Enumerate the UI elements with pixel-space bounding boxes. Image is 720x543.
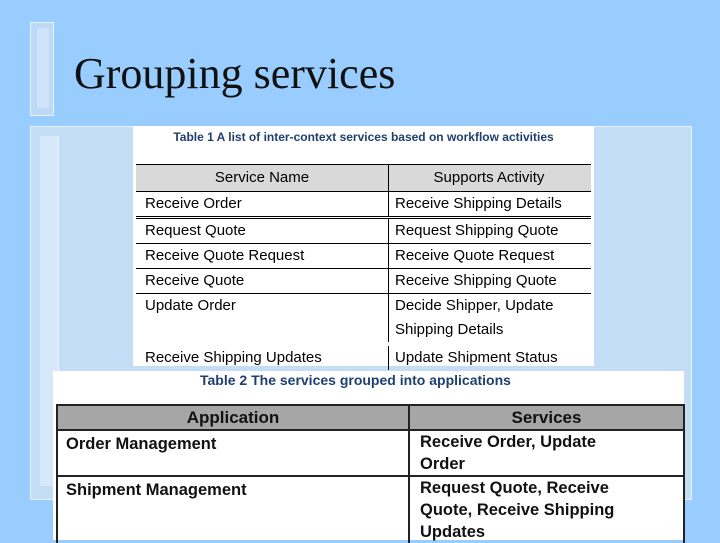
table1 [136, 164, 591, 370]
table2-cell-services [410, 477, 683, 543]
table2-header-services: Services [511, 408, 582, 427]
table2-caption: Table 2 The services grouped into applications [200, 372, 511, 388]
slide-title: Grouping services [74, 49, 396, 98]
table-row [136, 269, 591, 294]
table-row [58, 477, 683, 543]
table1-cell: Receive Shipping Updates [136, 346, 389, 370]
table-row [136, 346, 591, 370]
table2-header-application: Application [58, 406, 410, 429]
title-frame-inner [37, 28, 49, 108]
table2-cell-services [410, 431, 683, 475]
table-row [136, 318, 591, 342]
table1-cell: Decide Shipper, Update [395, 297, 554, 314]
table1-cell: Receive Order [136, 192, 389, 216]
table2-image [53, 371, 684, 540]
table2-services-line: Order [420, 455, 465, 473]
table-row [58, 431, 683, 477]
table1-cell: Receive Quote [136, 269, 389, 293]
table-row [136, 294, 591, 318]
table1-cell [136, 318, 389, 342]
table-row [136, 244, 591, 269]
table2-header-row [58, 406, 683, 431]
table1-cell: Update Shipment Status [395, 349, 558, 366]
table2-services-line: Request Quote, Receive [420, 479, 609, 497]
table-row [136, 219, 591, 244]
table1-cell: Receive Shipping Quote [395, 272, 557, 289]
table2-cell-application: Order Management [58, 431, 410, 475]
table2 [56, 404, 685, 543]
table1-cell: Request Quote [136, 219, 389, 243]
table1-header-row [136, 164, 591, 192]
table2-services-line: Updates [420, 523, 486, 541]
table1-cell: Request Shipping Quote [395, 222, 559, 239]
table1-cell: Receive Quote Request [395, 247, 555, 264]
table2-services-line: Quote, Receive Shipping [420, 501, 615, 519]
table1-cell: Shipping Details [395, 321, 504, 338]
table1-cell: Receive Quote Request [136, 244, 389, 268]
table1-header-supports-activity: Supports Activity [433, 169, 545, 186]
table1-cell: Receive Shipping Details [395, 195, 562, 212]
table1-caption: Table 1 A list of inter-context services based on workflow activities [173, 130, 554, 144]
table1-header-service-name: Service Name [136, 165, 389, 191]
table-row [136, 192, 591, 219]
table1-image [133, 126, 594, 366]
table2-services-line: Receive Order, Update [420, 433, 597, 451]
table1-cell: Update Order [136, 294, 389, 318]
table2-cell-application: Shipment Management [58, 477, 410, 543]
